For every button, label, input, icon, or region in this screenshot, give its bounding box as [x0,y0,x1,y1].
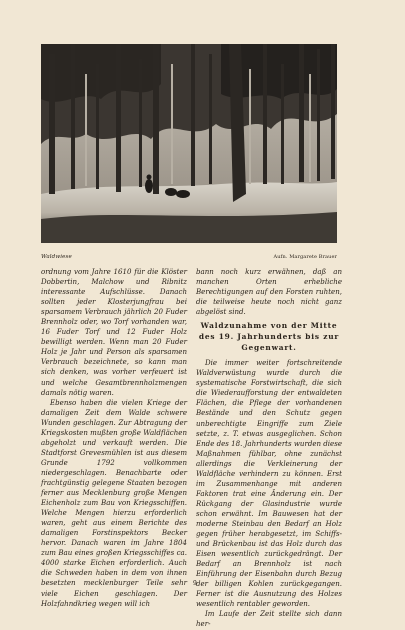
paragraph: bann noch kurz erwähnen, daß an manchen Orten erhebliche Berechtigungen auf den Forsten ruhten, die teilweise heute noch nicht ganz abgelöst sind. [196,267,342,317]
page-number: 9 [193,580,197,587]
photo-credit: Aufn. Margarete Brauer [273,254,337,260]
paragraph: Im Laufe der Zeit stellte sich dann her- [196,609,342,629]
paragraph: ordnung vom Jahre 1610 für die Klöster Dobbertin, Malchow und Ribnitz interessante Aufschlüsse. Danach sollten jeder Klosterjungfrau bei sparsamem Verbrauch jährlich 20 Fuder Brennholz oder, wo Torf vorhanden war, 16 Fuder Torf und 12 Fuder Holz bewilligt werden. Wenn man 20 Fuder Holz je Jahr und Person als sparsamen Verbrauch bezeichnete, so kann man sich denken, was vorher verfeuert ist und welche Gesamtbrennholzmengen damals nötig waren. [41,267,187,397]
right-text-column [196,267,342,630]
left-text-column [41,267,187,609]
paragraph: Die immer weiter fortschreitende Waldverwüstung wurde durch die systematische Forstwirtschaft, die sich die Wiederaufforstung der entwaldeten Flächen, die Pflege der vorhandenen Bestände und den Schutz gegen unberechtigte Eingriffe zum Ziele setzte, z. T. etwas ausgeglichen. Schon Ende des 18. Jahrhunderts wurden diese Maßnahmen fühlbar, ohne zunächst allerdings die Verkleinerung der Waldfläche verhindern zu können. Erst im Zusammenhange mit anderen Faktoren trat eine Änderung ein. Der Rückgang der Glasindustrie wurde schon erwähnt. Im Bauwesen hat der moderne Steinbau den Bedarf an Holz gegen früher herabgesetzt, im Schiffs- und Brückenbau ist das Holz durch das Eisen wesentlich zurückgedrängt. Der Bedarf an Brennholz ist nach Einführung der Eisenbahn durch Bezug der billigen Kohlen zurückgegangen. Ferner ist die Ausnutzung des Holzes wesentlich rentabler geworden. [196,358,342,609]
forest-meadow-photo [41,44,337,243]
paragraph: Ebenso haben die vielen Kriege der damaligen Zeit dem Walde schwere Wunden geschlagen. Zur Abtragung der Kriegskosten mußten große Waldflächen abgeholzt und verkauft werden. Die Stadtforst Grevesmühlen ist aus diesem Grunde 1792 vollkommen niedergeschlagen. Benachbarte oder frachtgünstig gelegene Staaten bezogen ferner aus Mecklenburg große Mengen Eichenholz zum Bau von Kriegsschiffen. Welche Mengen hierzu erforderlich waren, geht aus einem Berichte des damaligen Forstinspektors Becker hervor. Danach waren im Jahre 1804 zum Bau eines großen Kriegsschiffes ca. 4000 starke Eichen erforderlich. Auch die Schweden haben in dem von ihnen besetzten mecklenburger Teile sehr viele Eichen geschlagen. Der Holzfahndkrieg wegen will ich [41,397,187,608]
photo-caption: Waldwiese [41,254,72,260]
section-heading: Waldzunahme von der Mitte des 19. Jahrhunderts bis zur Gegenwart. [198,321,340,353]
